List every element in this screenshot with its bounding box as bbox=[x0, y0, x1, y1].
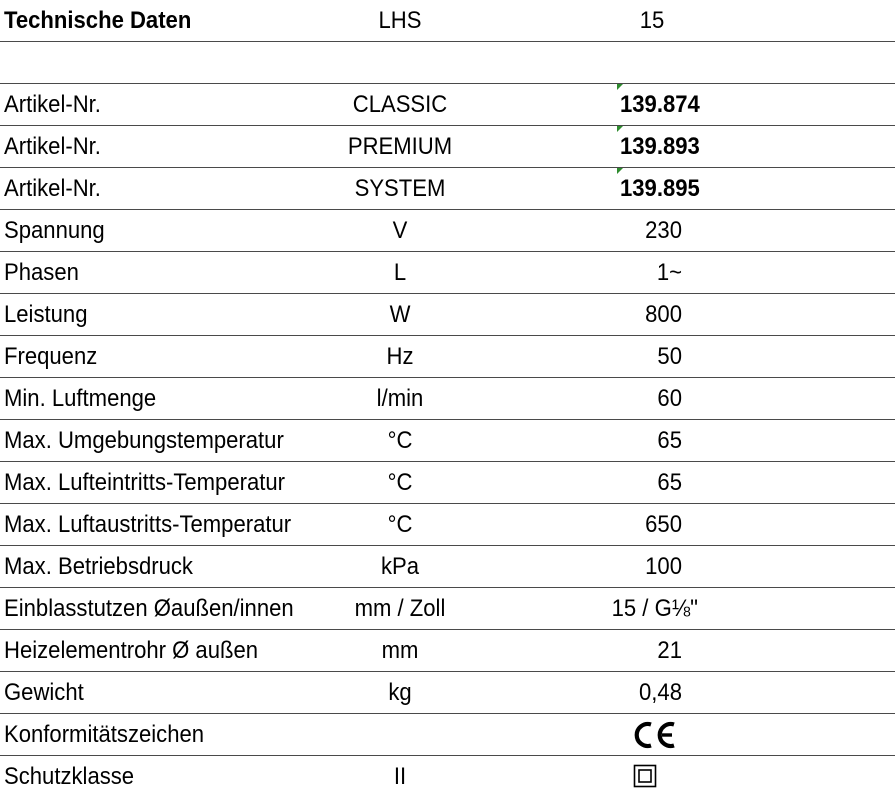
header-label: Technische Daten bbox=[4, 7, 192, 34]
spec-row-lufteintritt bbox=[0, 462, 895, 504]
header-row bbox=[0, 0, 895, 42]
protection-class-row bbox=[0, 756, 895, 798]
article-number: 139.874 bbox=[620, 91, 700, 118]
spec-label: Max. Luftaustritts-Temperatur bbox=[4, 511, 292, 538]
spec-unit: kPa bbox=[380, 553, 420, 580]
spec-label: Min. Luftmenge bbox=[4, 385, 157, 412]
spec-value: 100 bbox=[645, 553, 682, 580]
spec-row-heizelementrohr bbox=[0, 630, 895, 672]
article-label: Artikel-Nr. bbox=[4, 133, 101, 160]
spec-row-leistung bbox=[0, 294, 895, 336]
spec-label: Konformitätszeichen bbox=[4, 721, 205, 748]
spec-value: 65 bbox=[657, 427, 682, 454]
spec-unit: V bbox=[392, 217, 408, 244]
spec-value: 50 bbox=[657, 343, 682, 370]
spec-unit: L bbox=[393, 259, 407, 286]
article-variant: CLASSIC bbox=[352, 91, 448, 118]
article-number: 139.895 bbox=[620, 175, 700, 202]
spec-unit: °C bbox=[387, 511, 413, 538]
article-row bbox=[0, 84, 895, 126]
spec-unit: Hz bbox=[386, 343, 414, 370]
spec-value: 60 bbox=[657, 385, 682, 412]
spec-row-spannung bbox=[0, 210, 895, 252]
spec-label: Gewicht bbox=[4, 679, 84, 706]
spec-label: Max. Lufteintritts-Temperatur bbox=[4, 469, 286, 496]
spec-label: Phasen bbox=[4, 259, 79, 286]
spec-value: 65 bbox=[657, 469, 682, 496]
article-row bbox=[0, 126, 895, 168]
header-size: 15 bbox=[639, 7, 665, 34]
spec-unit: °C bbox=[387, 427, 413, 454]
article-label: Artikel-Nr. bbox=[4, 91, 101, 118]
spec-unit: l/min bbox=[376, 385, 424, 412]
article-variant: SYSTEM bbox=[354, 175, 446, 202]
spec-label: Leistung bbox=[4, 301, 88, 328]
spec-row-frequenz bbox=[0, 336, 895, 378]
spacer-row bbox=[0, 42, 895, 84]
spec-value: 21 bbox=[657, 637, 682, 664]
spec-label: Max. Betriebsdruck bbox=[4, 553, 193, 580]
spec-value: 650 bbox=[645, 511, 682, 538]
article-label: Artikel-Nr. bbox=[4, 175, 101, 202]
spec-row-betriebsdruck bbox=[0, 546, 895, 588]
protection-class-ii-icon bbox=[633, 764, 657, 788]
spec-unit: kg bbox=[388, 679, 412, 706]
conformity-row bbox=[0, 714, 895, 756]
spec-row-einblasstutzen bbox=[0, 588, 895, 630]
spec-label: Frequenz bbox=[4, 343, 98, 370]
article-number: 139.893 bbox=[620, 133, 700, 160]
spec-label: Spannung bbox=[4, 217, 105, 244]
article-variant: PREMIUM bbox=[347, 133, 453, 160]
header-model: LHS bbox=[378, 7, 422, 34]
spec-value: 1~ bbox=[656, 259, 682, 286]
spec-unit: II bbox=[393, 763, 407, 790]
spec-value: 230 bbox=[645, 217, 682, 244]
spec-unit: mm bbox=[381, 637, 419, 664]
spec-unit: °C bbox=[387, 469, 413, 496]
spec-label: Max. Umgebungstemperatur bbox=[4, 427, 284, 454]
article-row bbox=[0, 168, 895, 210]
ce-mark-icon bbox=[632, 720, 678, 750]
spec-row-gewicht bbox=[0, 672, 895, 714]
spec-label: Heizelementrohr Ø außen bbox=[4, 637, 259, 664]
spec-value: 0,48 bbox=[639, 679, 682, 706]
spec-unit: W bbox=[389, 301, 411, 328]
spec-label: Schutzklasse bbox=[4, 763, 135, 790]
spec-row-phasen bbox=[0, 252, 895, 294]
spec-unit: mm / Zoll bbox=[354, 595, 446, 622]
spec-value: 800 bbox=[645, 301, 682, 328]
spec-row-luftmenge bbox=[0, 378, 895, 420]
spec-label: Einblasstutzen Øaußen/innen bbox=[4, 595, 294, 622]
spec-row-umgebungstemperatur bbox=[0, 420, 895, 462]
spec-row-luftaustritt bbox=[0, 504, 895, 546]
spec-value: 15 / G⅛" bbox=[611, 595, 698, 622]
